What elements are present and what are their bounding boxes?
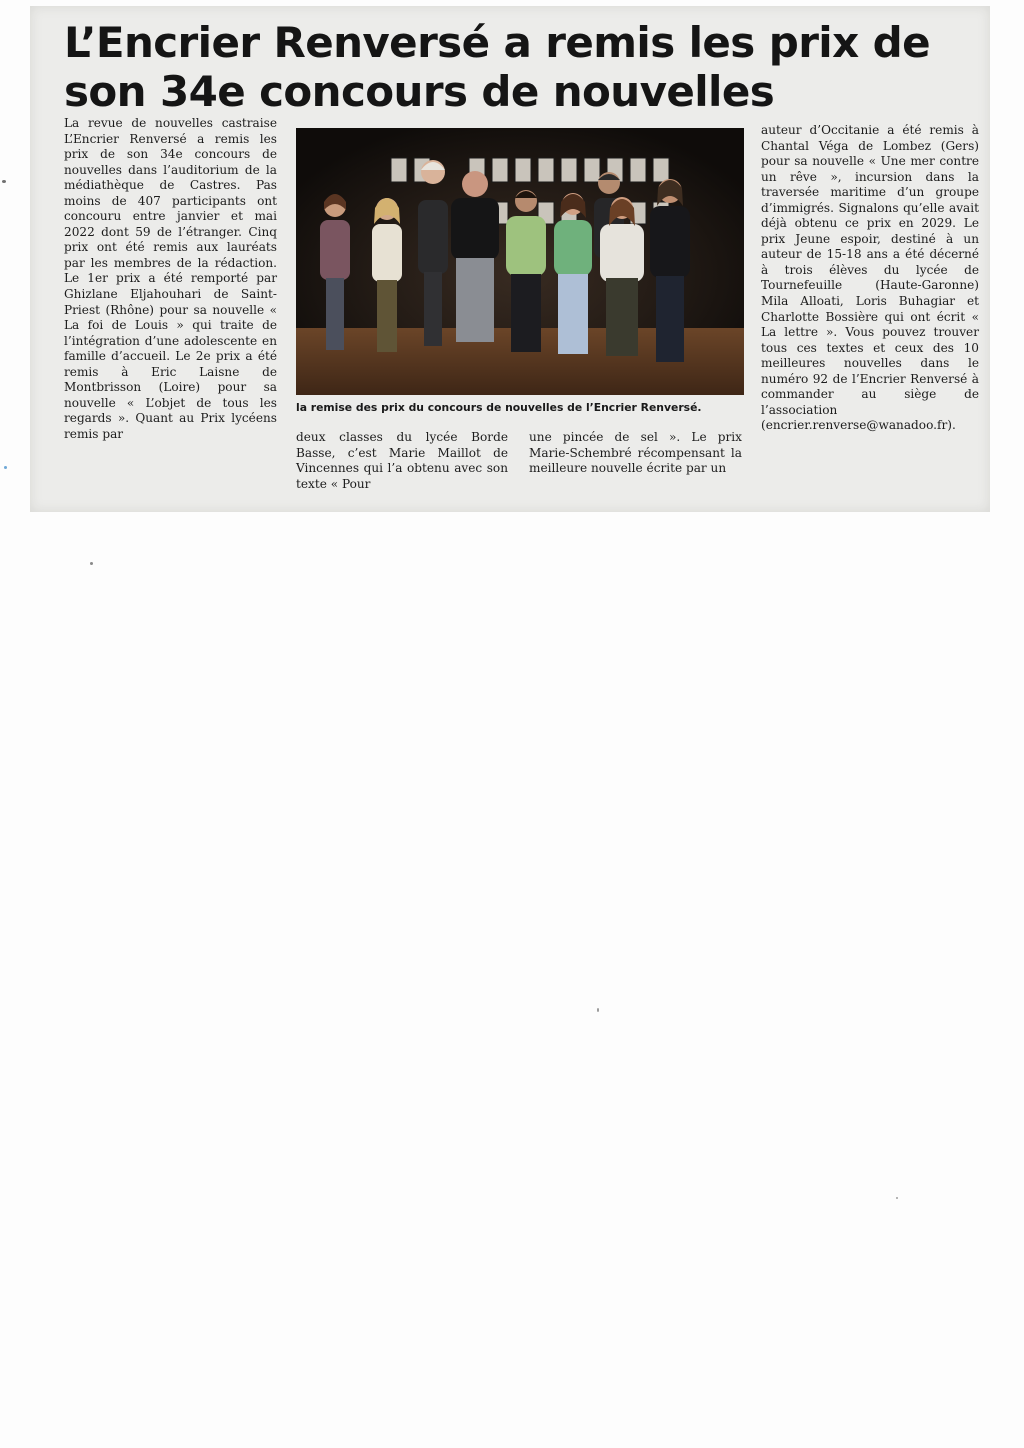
scan-speck <box>4 466 7 469</box>
article-headline: L’Encrier Renversé a remis les prix de son 34e concours de nouvelles <box>64 18 930 116</box>
scan-speck <box>597 1008 599 1012</box>
article-photo <box>296 128 744 395</box>
photo-caption: la remise des prix du concours de nouvelles de l’Encrier Renversé. <box>296 401 702 414</box>
article-column-1: La revue de nouvelles castraise L’Encrier Renversé a remis les prix de son 34e concours de nouvelles dans l’auditorium de la médiathèque de Castres. Pas moins de 407 participants ont concouru entre janvier et mai 2022 dont 59 de l’étranger. Cinq prix ont été remis aux lauréats par les membres de la rédaction. Le 1er prix a été remporté par Ghizlane Eljahouhari de Saint-Priest (Rhône) pour sa nouvelle « La foi de Louis » qui traite de l’intégration d’une adolescente en famille d’accueil. Le 2e prix a été remis à Eric Laisne de Montbrisson (Loire) pour sa nouvelle « L’objet de tous les regards ». Quant au Prix lycéens remis par <box>64 116 277 441</box>
scan-speck <box>896 1197 898 1199</box>
article-column-4: auteur d’Occitanie a été remis à Chantal Véga de Lombez (Gers) pour sa nouvelle « Une mer contre un rêve », incursion dans la traversée maritime d’un groupe d’immigrés. Signalons qu’elle avait déjà obtenu ce prix en 2029. Le prix Jeune espoir, destiné à un auteur de 15-18 ans a été décerné à trois élèves du lycée de Tournefeuille (Haute-Garonne) Mila Alloati, Loris Buhagiar et Charlotte Bossière qui ont écrit « La lettre ». Vous pouvez trouver tous ces textes et ceux des 10 meilleures nouvelles dans le numéro 92 de l’Encrier Renversé à commander au siège de l’association (encrier.renverse@wanadoo.fr). <box>761 123 979 433</box>
scan-speck <box>90 562 93 565</box>
scan-speck <box>2 180 6 183</box>
article-column-2: deux classes du lycée Borde Basse, c’est Marie Maillot de Vincennes qui l’a obtenu avec son texte « Pour <box>296 430 508 491</box>
article-column-3: une pincée de sel ». Le prix Marie-Schembré récompensant la meilleure nouvelle écrite par un <box>529 430 742 476</box>
award-group-photo <box>296 128 744 395</box>
